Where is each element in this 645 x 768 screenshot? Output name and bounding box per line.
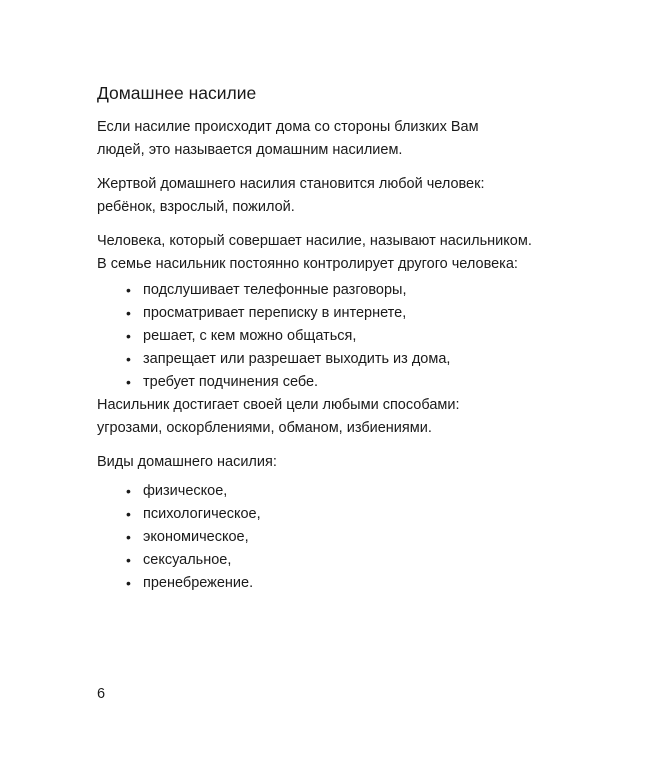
control-list (97, 279, 577, 394)
page-title: Домашнее насилие (97, 83, 257, 103)
list-item: • просматривает переписку в интернете, (126, 302, 577, 325)
page-content (97, 82, 577, 595)
paragraph-methods: Насильник достигает своей цели любыми способами: угрозами, оскорблениями, обманом, избиениями. (97, 397, 460, 436)
list-item: • физическое, (126, 480, 577, 503)
list-item: • сексуальное, (126, 549, 577, 572)
list-item: • экономическое, (126, 526, 577, 549)
list-item: • пренебрежение. (126, 572, 577, 595)
list-item: • требует подчинения себе. (126, 371, 577, 394)
list-item: • подслушивает телефонные разговоры, (126, 279, 577, 302)
list-item: • решает, с кем можно общаться, (126, 325, 577, 348)
paragraph-types-heading: Виды домашнего насилия: (97, 454, 277, 470)
list-item: • запрещает или разрешает выходить из дома, (126, 348, 577, 371)
paragraph-definition: Если насилие происходит дома со стороны близких Вам людей, это называется домашним насилием. (97, 119, 479, 158)
paragraph-victim: Жертвой домашнего насилия становится любой человек: ребёнок, взрослый, пожилой. (97, 176, 485, 215)
list-item: • психологическое, (126, 503, 577, 526)
paragraph-abuser: Человека, который совершает насилие, называют насильником. В семье насильник постоянно контролирует другого человека: (97, 233, 532, 272)
types-list (97, 480, 577, 595)
page-number: 6 (97, 686, 106, 702)
